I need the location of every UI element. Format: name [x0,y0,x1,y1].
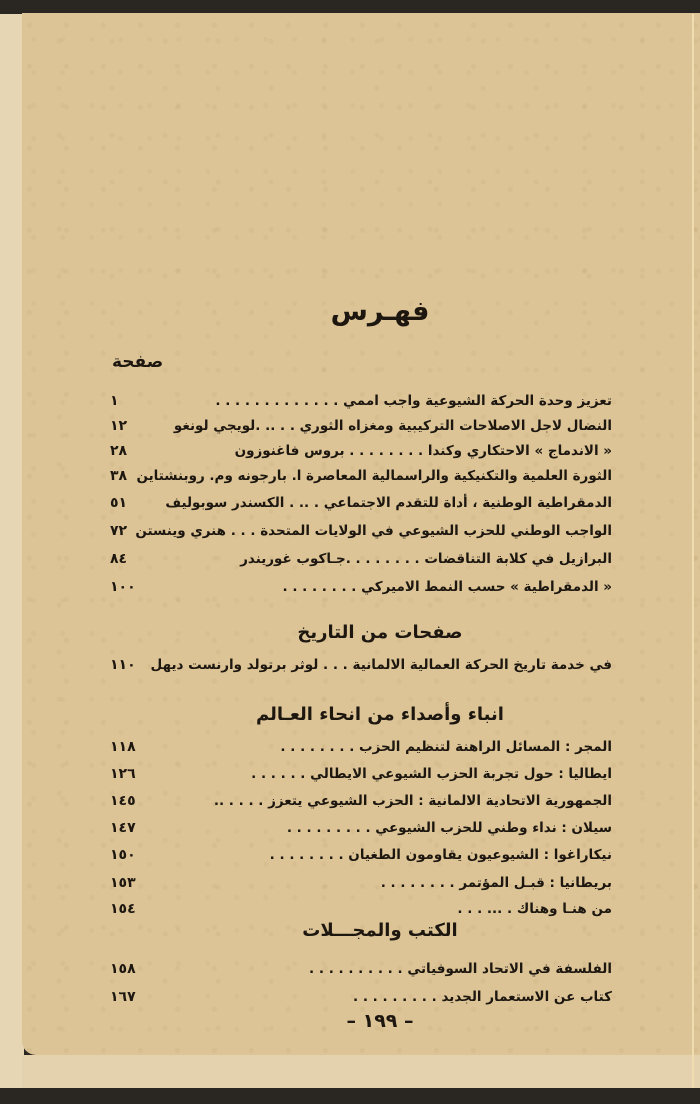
entry-page: ١٦٧ [110,989,136,1005]
entry-page: ٥١ [110,495,128,511]
page-title: فهـرس [330,296,430,327]
table-of-contents [100,0,660,1104]
toc-entry [100,465,660,487]
entry-page: ١٢٦ [110,766,136,782]
entry-page: ٢٨ [110,443,128,459]
entry-title: في خدمة تاريخ الحركة العمالية الالمانية . . . لوثر برتولد وارنست ديهل [150,657,612,673]
entry-title: من هنـا وهناك . ... . . . [457,901,612,917]
toc-entry [100,872,660,894]
section-heading: الكتب والمجـــلات [302,920,458,941]
toc-entry [100,958,660,980]
entry-page: ١٤٥ [110,793,136,809]
entry-page: ١٥٨ [110,961,136,977]
entry-title: المجر : المسائل الراهنة لتنظيم الحزب . . . . . . . . [280,739,612,755]
toc-entry [100,898,660,920]
section-heading: انباء وأصداء من انحاء العـالم [256,704,504,725]
entry-page: ١ [110,393,119,409]
entry-title: « الاندماج » الاحتكاري وكندا . . . . . . . . بروس فاغنوزون [234,443,612,459]
entry-page: ١١٠ [110,657,136,673]
adjacent-page-edge [0,14,24,1088]
entry-page: ٣٨ [110,468,128,484]
entry-page: ١٢ [110,418,128,434]
entry-title: ايطاليا : حول تجربة الحزب الشيوعي الايطالي . . . . . . [251,766,612,782]
toc-entry [100,548,660,570]
entry-title: نيكاراغوا : الشيوعيون يقاومون الطغيان . . . . . . . . [269,847,612,863]
toc-entry [100,986,660,1008]
entry-title: سيلان : نداء وطني للحزب الشيوعي . . . . . . . . . [286,820,612,836]
entry-title: الفلسفة في الاتحاد السوفياتي . . . . . . . . . . [309,961,612,977]
entry-page: ٧٢ [110,523,128,539]
entry-page: ١٥٠ [110,847,136,863]
entry-title: تعزيز وحدة الحركة الشيوعية واجب اممي . . . . . . . . . . . . . [215,393,612,409]
toc-entry [100,736,660,758]
toc-entry [100,440,660,462]
toc-entry [100,415,660,437]
entry-title: الدمقراطية الوطنية ، أداة للتقدم الاجتماعي . .. . الكسندر سوبوليف [165,495,612,511]
entry-title: البرازيل في كلابة التناقضات . . . . . . . .جـاكوب غوريندر [240,551,612,567]
toc-entry [100,520,660,542]
toc-entry [100,763,660,785]
entry-page: ٨٤ [110,551,128,567]
entry-title: الجمهورية الاتحادية الالمانية : الحزب الشيوعي يتعزز . . . . .. [213,793,612,809]
toc-entry [100,844,660,866]
entry-page: ١١٨ [110,739,136,755]
entry-title: الواجب الوطني للحزب الشيوعي في الولايات المتحدة . . . هنري وينستن [135,523,612,539]
entry-page: ١٥٤ [110,901,136,917]
entry-title: الثورة العلمية والتكنيكية والراسمالية المعاصرة ا. بارجونه وم. روبنشتاين [136,468,612,484]
entry-title: النضال لاجل الاصلاحات التركيبية ومغزاه الثوري . . .. .لويجي لونغو [173,418,612,434]
entry-title: بريطانيا : قبـل المؤتمر . . . . . . . . [380,875,612,891]
toc-entry [100,576,660,598]
page-number: – ١٩٩ – [346,1010,414,1032]
toc-entry [100,654,660,676]
entry-title: « الدمقراطية » حسب النمط الاميركي . . . . . . . . [282,579,612,595]
entry-title: كتاب عن الاستعمار الجديد . . . . . . . . . [353,989,612,1005]
entry-page: ١٥٣ [110,875,136,891]
toc-entry [100,790,660,812]
entry-page: ١٠٠ [110,579,136,595]
toc-entry [100,492,660,514]
toc-entry [100,390,660,412]
entry-page: ١٤٧ [110,820,136,836]
page-right-edge [692,14,694,1088]
section-heading: صفحات من التاريخ [297,622,463,643]
toc-entry [100,817,660,839]
page-column-label: صفحة [112,352,164,372]
